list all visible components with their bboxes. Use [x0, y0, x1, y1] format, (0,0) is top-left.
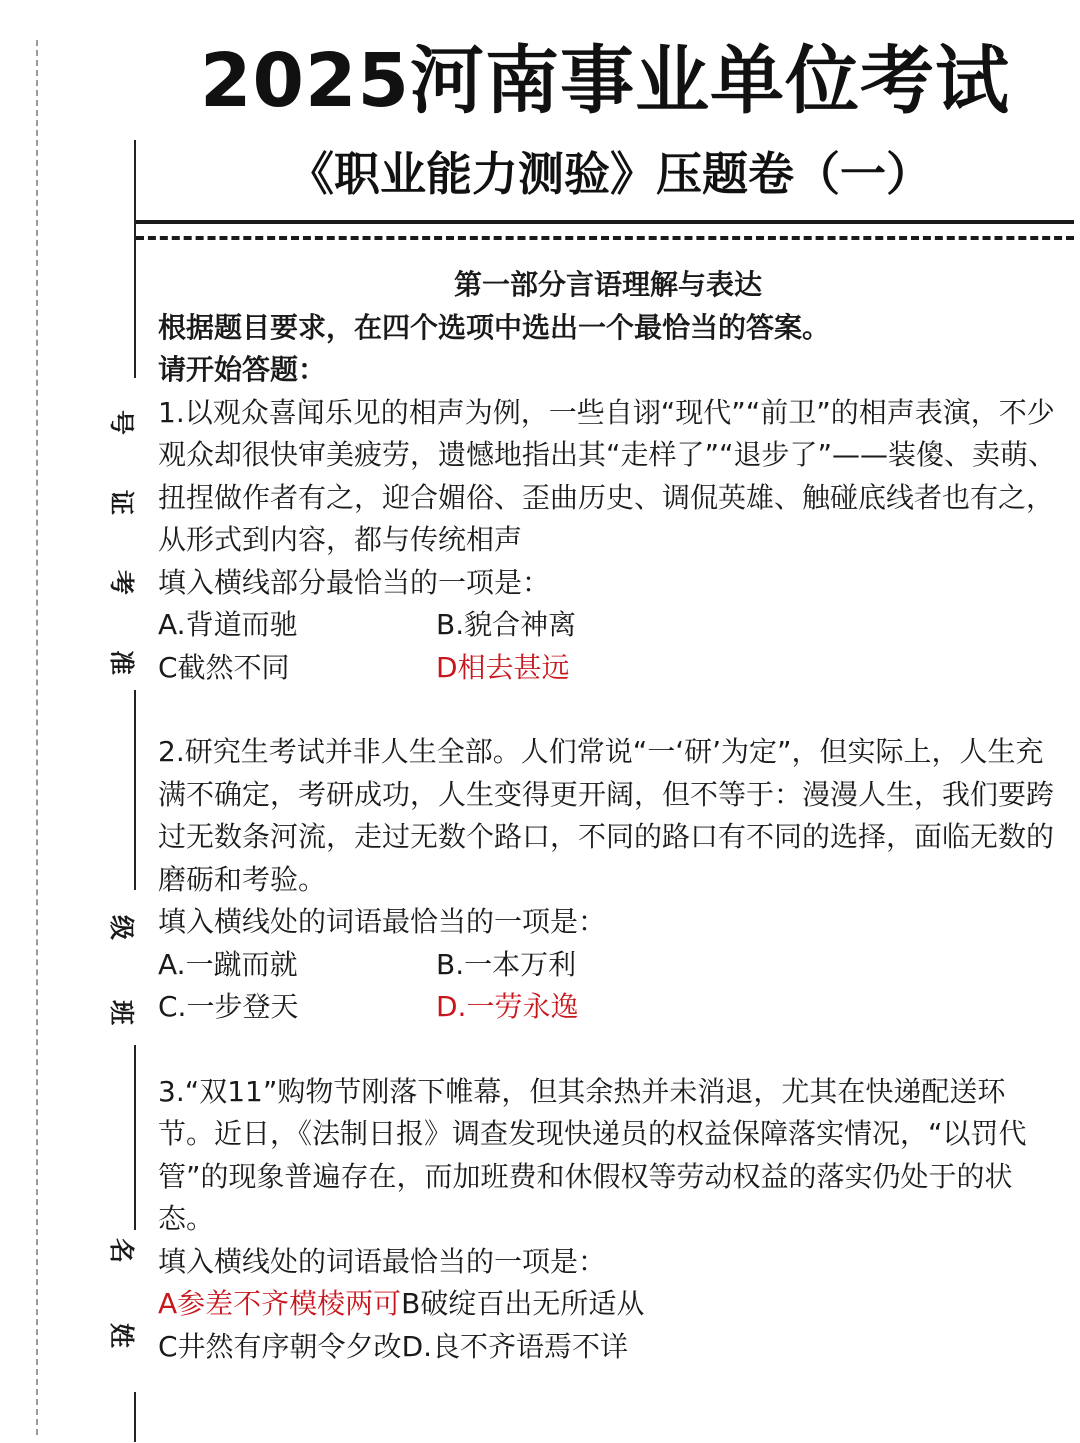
- section-instruction: 根据题目要求，在四个选项中选出一个最恰当的答案。: [158, 310, 831, 344]
- question-3: [158, 1071, 1058, 1369]
- option-row: [158, 944, 1058, 987]
- option-b: B.一本万利: [436, 947, 577, 981]
- option-d-correct: D.一劳永逸: [436, 990, 579, 1023]
- option-a-correct: A参差不齐模棱两可: [158, 1287, 402, 1320]
- option-c: C截然不同: [158, 650, 290, 684]
- option-d: D.良不齐语焉不详: [401, 1329, 629, 1363]
- option-d-correct: D相去甚远: [436, 650, 570, 684]
- spacer: [158, 1029, 1058, 1071]
- binding-line-top: [134, 140, 136, 378]
- binding-line-mid2: [134, 1045, 136, 1230]
- side-char: 号: [107, 409, 137, 436]
- option-row: [158, 647, 1058, 690]
- option-c: C.一步登天: [158, 990, 299, 1023]
- binding-line-mid1: [134, 690, 136, 890]
- option-a: A.背道而驰: [158, 608, 298, 641]
- header-rule-solid: [136, 220, 1074, 224]
- page-subtitle: 《职业能力测验》压题卷（一）: [288, 147, 932, 201]
- question-prompt: 填入横线处的词语最恰当的一项是：: [158, 905, 607, 938]
- header-rule-dashed: [136, 236, 1074, 240]
- side-char: 考: [107, 569, 137, 596]
- question-1: [158, 392, 1058, 690]
- page-title: 2025河南事业单位考试: [200, 38, 1010, 124]
- option-b: B破绽百出无所适从: [401, 1287, 645, 1320]
- side-char: 级: [107, 914, 137, 941]
- question-prompt: 填入横线部分最恰当的一项是：: [158, 565, 551, 599]
- option-b: B.貌合神离: [436, 608, 577, 641]
- class-label: [104, 915, 140, 1025]
- option-row: [158, 604, 1058, 647]
- question-prompt: 填入横线处的词语最恰当的一项是：: [158, 1244, 607, 1278]
- section-title: 第一部分言语理解与表达: [453, 268, 762, 301]
- option-a: A.一蹴而就: [158, 947, 298, 981]
- question-stem: 2.研究生考试并非人生全部。人们常说“一‘研’为定”，但实际上，人生充满不确定，考研成功，人生变得更开阔，但不等于：漫漫人生，我们要跨过无数条河流，走过无数个路口，不同的路口有不同的选择，面临无数的磨砺和考验。: [158, 735, 1055, 896]
- exam-id-label: [104, 410, 140, 675]
- exam-content: [158, 264, 1058, 1368]
- option-row: [158, 1283, 1058, 1326]
- binding-line-bottom: [134, 1392, 136, 1442]
- side-char: 班: [107, 999, 137, 1026]
- side-char: 姓: [107, 1322, 137, 1349]
- side-char: 名: [107, 1237, 137, 1264]
- side-char: 准: [107, 649, 137, 676]
- option-c: C井然有序朝令夕改: [158, 1329, 402, 1363]
- question-2: [158, 731, 1058, 1029]
- option-row: [158, 986, 1058, 1029]
- name-label: [104, 1238, 140, 1348]
- question-stem: 3.“双11”购物节刚落下帷幕，但其余热并未消退，尤其在快递配送环节。近日，《法制日报》调查发现快递员的权益保障落实情况，“以罚代管”的现象普遍存在，而加班费和休假权等劳动权益的落实仍处于的状态。: [158, 1074, 1027, 1235]
- option-row: [158, 1326, 1058, 1369]
- side-char: 证: [107, 489, 137, 516]
- cut-line: [36, 40, 38, 1435]
- start-prompt: 请开始答题：: [158, 353, 327, 386]
- question-stem: 1.以观众喜闻乐见的相声为例，一些自诩“现代”“前卫”的相声表演，不少观众却很快审美疲劳，遗憾地指出其“走样了”“退步了”——装傻、卖萌、扭捏做作者有之，迎合媚俗、歪曲历史、调侃英雄、触碰底线者也有之，从形式到内容，都与传统相声: [158, 395, 1057, 556]
- spacer: [158, 689, 1058, 731]
